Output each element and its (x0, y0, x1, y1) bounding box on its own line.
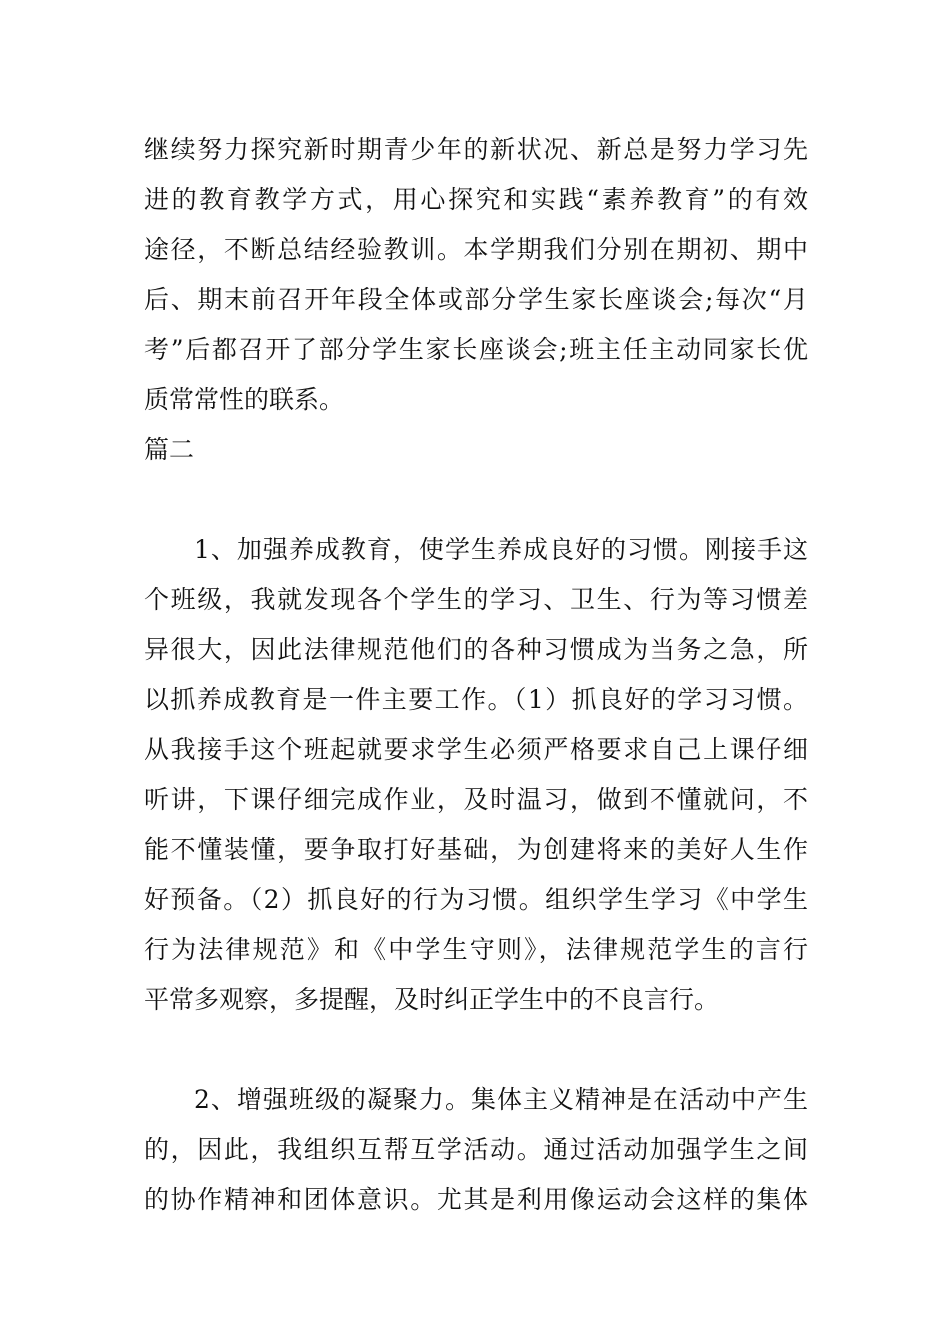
paragraph-habits (144, 525, 808, 1025)
text-line: 从我接手这个班起就要求学生必须严格要求自己上课仔细 (144, 735, 808, 764)
text-line: 以抓养成教育是一件主要工作。（1）抓良好的学习习惯。 (144, 685, 808, 714)
text-line: 行为法律规范》和《中学生守则》，法律规范学生的言行 (144, 935, 808, 964)
text-line: 个班级，我就发现各个学生的学习、卫生、行为等习惯差 (144, 585, 808, 614)
text-line: 考”后都召开了部分学生家长座谈会;班主任主动同家长优 (144, 335, 808, 364)
section-heading-text: 篇二 (144, 435, 195, 464)
paragraph-continuation (144, 125, 808, 425)
text-line: 好预备。（2）抓良好的行为习惯。组织学生学习《中学生 (144, 885, 808, 914)
text-line: 的，因此，我组织互帮互学活动。通过活动加强学生之间 (144, 1135, 808, 1164)
text-line: 后、期末前召开年段全体或部分学生家长座谈会;每次“月 (144, 285, 808, 314)
text-line: 能不懂装懂，要争取打好基础，为创建将来的美好人生作 (144, 835, 808, 864)
text-line: 途径，不断总结经验教训。本学期我们分别在期初、期中 (144, 235, 808, 264)
text-line: 平常多观察，多提醒，及时纠正学生中的不良言行。 (144, 985, 720, 1014)
text-line: 质常常性的联系。 (144, 385, 345, 414)
section-heading (144, 425, 808, 475)
text-line: 继续努力探究新时期青少年的新状况、新总是努力学习先 (144, 135, 808, 164)
text-line: 的协作精神和团体意识。尤其是利用像运动会这样的集体 (144, 1185, 808, 1214)
text-line: 异很大，因此法律规范他们的各种习惯成为当务之急，所 (144, 635, 808, 664)
text-line: 1、加强养成教育，使学生养成良好的习惯。刚接手这 (194, 535, 808, 564)
text-line: 进的教育教学方式，用心探究和实践“素养教育”的有效 (144, 185, 808, 214)
text-line: 听讲，下课仔细完成作业，及时温习，做到不懂就问，不 (144, 785, 808, 814)
text-line: 2、增强班级的凝聚力。集体主义精神是在活动中产生 (194, 1085, 808, 1114)
paragraph-cohesion (144, 1075, 808, 1225)
